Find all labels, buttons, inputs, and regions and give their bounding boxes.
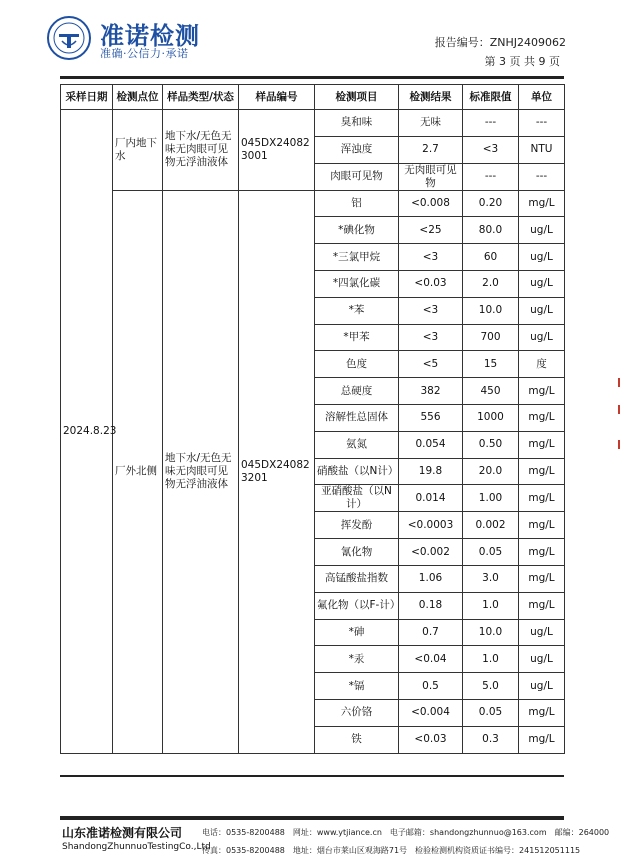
- test-item-cell: *苯: [315, 297, 399, 324]
- unit-cell: mg/L: [519, 512, 565, 539]
- column-header: 采样日期: [61, 85, 113, 110]
- sample-type-cell: 地下水/无色无味无肉眼可见物无浮油液体: [163, 110, 239, 191]
- unit-cell: ug/L: [519, 619, 565, 646]
- result-cell: <3: [399, 297, 463, 324]
- margin-mark: [618, 378, 620, 387]
- sample-id-cell: 045DX240823001: [239, 110, 315, 191]
- result-cell: 382: [399, 378, 463, 405]
- limit-cell: 0.50: [463, 431, 519, 458]
- result-cell: 0.5: [399, 673, 463, 700]
- test-item-cell: 浑浊度: [315, 136, 399, 163]
- test-item-cell: 溶解性总固体: [315, 404, 399, 431]
- column-header: 样品编号: [239, 85, 315, 110]
- result-cell: 无味: [399, 110, 463, 137]
- limit-cell: 0.20: [463, 190, 519, 217]
- test-item-cell: *三氯甲烷: [315, 244, 399, 271]
- limit-cell: 450: [463, 378, 519, 405]
- brand-slogan: 准确·公信力·承诺: [100, 47, 189, 60]
- table-row: [61, 190, 565, 217]
- result-cell: <0.03: [399, 270, 463, 297]
- result-cell: 0.7: [399, 619, 463, 646]
- table-row: [61, 110, 565, 137]
- unit-cell: mg/L: [519, 485, 565, 512]
- limit-cell: 0.3: [463, 726, 519, 753]
- result-cell: 556: [399, 404, 463, 431]
- test-item-cell: 亚硝酸盐（以N计）: [315, 485, 399, 512]
- limit-cell: 3.0: [463, 565, 519, 592]
- limit-cell: 1.0: [463, 592, 519, 619]
- location-cell: 厂内地下水: [113, 110, 163, 191]
- unit-cell: ---: [519, 110, 565, 137]
- test-item-cell: 六价铬: [315, 699, 399, 726]
- column-header: 检测项目: [315, 85, 399, 110]
- result-cell: 2.7: [399, 136, 463, 163]
- unit-cell: ug/L: [519, 673, 565, 700]
- unit-cell: mg/L: [519, 458, 565, 485]
- test-item-cell: 色度: [315, 351, 399, 378]
- unit-cell: mg/L: [519, 190, 565, 217]
- unit-cell: mg/L: [519, 539, 565, 566]
- result-cell: <0.002: [399, 539, 463, 566]
- unit-cell: 度: [519, 351, 565, 378]
- unit-cell: mg/L: [519, 699, 565, 726]
- unit-cell: mg/L: [519, 565, 565, 592]
- unit-cell: mg/L: [519, 726, 565, 753]
- test-item-cell: 总硬度: [315, 378, 399, 405]
- margin-mark: [618, 440, 620, 449]
- results-table: [60, 84, 565, 754]
- test-item-cell: 铝: [315, 190, 399, 217]
- test-item-cell: 高锰酸盐指数: [315, 565, 399, 592]
- result-cell: 无肉眼可见物: [399, 163, 463, 190]
- test-item-cell: 铁: [315, 726, 399, 753]
- footer-company-name-en: ShandongZhunnuoTestingCo.,Ltd: [62, 842, 211, 852]
- unit-cell: ug/L: [519, 217, 565, 244]
- margin-mark: [618, 405, 620, 414]
- limit-cell: 0.05: [463, 539, 519, 566]
- result-cell: 0.054: [399, 431, 463, 458]
- result-cell: 0.18: [399, 592, 463, 619]
- limit-cell: 80.0: [463, 217, 519, 244]
- limit-cell: 1000: [463, 404, 519, 431]
- result-cell: <3: [399, 324, 463, 351]
- limit-cell: 10.0: [463, 619, 519, 646]
- limit-cell: 20.0: [463, 458, 519, 485]
- report-number: 报告编号：ZNHJ2409062: [434, 36, 566, 49]
- limit-cell: 0.002: [463, 512, 519, 539]
- limit-cell: 60: [463, 244, 519, 271]
- unit-cell: ug/L: [519, 646, 565, 673]
- unit-cell: mg/L: [519, 404, 565, 431]
- unit-cell: NTU: [519, 136, 565, 163]
- unit-cell: ---: [519, 163, 565, 190]
- footer-rule: [60, 816, 564, 820]
- limit-cell: 2.0: [463, 270, 519, 297]
- test-item-cell: *镉: [315, 673, 399, 700]
- table-bottom-rule: [60, 775, 564, 777]
- limit-cell: <3: [463, 136, 519, 163]
- test-item-cell: 氨氮: [315, 431, 399, 458]
- column-header: 检测点位: [113, 85, 163, 110]
- unit-cell: mg/L: [519, 378, 565, 405]
- test-item-cell: 挥发酚: [315, 512, 399, 539]
- unit-cell: mg/L: [519, 592, 565, 619]
- sampling-date-cell: 2024.8.23: [61, 110, 113, 754]
- table-header-row: [61, 85, 565, 110]
- test-item-cell: 肉眼可见物: [315, 163, 399, 190]
- result-cell: <0.0003: [399, 512, 463, 539]
- unit-cell: ug/L: [519, 270, 565, 297]
- test-item-cell: *汞: [315, 646, 399, 673]
- result-cell: <0.04: [399, 646, 463, 673]
- footer-company-name: 山东准诺检测有限公司: [62, 826, 183, 840]
- result-cell: 19.8: [399, 458, 463, 485]
- limit-cell: 700: [463, 324, 519, 351]
- test-item-cell: 硝酸盐（以N计）: [315, 458, 399, 485]
- column-header: 单位: [519, 85, 565, 110]
- footer-address-line: 传真：0535-8200488 地址：烟台市莱山区观海路71号 检验检测机构资质证书编号：241512051115: [202, 846, 581, 855]
- result-cell: <3: [399, 244, 463, 271]
- unit-cell: mg/L: [519, 431, 565, 458]
- header-rule: [60, 76, 564, 79]
- limit-cell: 1.0: [463, 646, 519, 673]
- limit-cell: ---: [463, 110, 519, 137]
- result-cell: 0.014: [399, 485, 463, 512]
- test-item-cell: *砷: [315, 619, 399, 646]
- result-cell: 1.06: [399, 565, 463, 592]
- limit-cell: ---: [463, 163, 519, 190]
- page-number: 第 3 页 共 9 页: [484, 55, 560, 68]
- test-item-cell: *甲苯: [315, 324, 399, 351]
- test-item-cell: *碘化物: [315, 217, 399, 244]
- footer-contact-line: 电话：0535-8200488 网址：www.ytjiance.cn 电子邮箱：shandongzhunnuo@163.com 邮编：264000: [202, 828, 610, 837]
- result-cell: <0.008: [399, 190, 463, 217]
- column-header: 检测结果: [399, 85, 463, 110]
- limit-cell: 10.0: [463, 297, 519, 324]
- company-logo-icon: [46, 15, 92, 61]
- column-header: 样品类型/状态: [163, 85, 239, 110]
- unit-cell: ug/L: [519, 297, 565, 324]
- sample-id-cell: 045DX240823201: [239, 190, 315, 753]
- limit-cell: 15: [463, 351, 519, 378]
- result-cell: <0.004: [399, 699, 463, 726]
- test-item-cell: 氰化物: [315, 539, 399, 566]
- sample-type-cell: 地下水/无色无味无肉眼可见物无浮油液体: [163, 190, 239, 753]
- brand-name: 准诺检测: [100, 22, 200, 50]
- result-cell: <25: [399, 217, 463, 244]
- test-item-cell: *四氯化碳: [315, 270, 399, 297]
- test-item-cell: 臭和味: [315, 110, 399, 137]
- location-cell: 厂外北侧: [113, 190, 163, 753]
- result-cell: <0.03: [399, 726, 463, 753]
- result-cell: <5: [399, 351, 463, 378]
- test-item-cell: 氟化物（以F-计）: [315, 592, 399, 619]
- limit-cell: 0.05: [463, 699, 519, 726]
- unit-cell: ug/L: [519, 244, 565, 271]
- limit-cell: 1.00: [463, 485, 519, 512]
- column-header: 标准限值: [463, 85, 519, 110]
- limit-cell: 5.0: [463, 673, 519, 700]
- table-body: [61, 110, 565, 754]
- unit-cell: ug/L: [519, 324, 565, 351]
